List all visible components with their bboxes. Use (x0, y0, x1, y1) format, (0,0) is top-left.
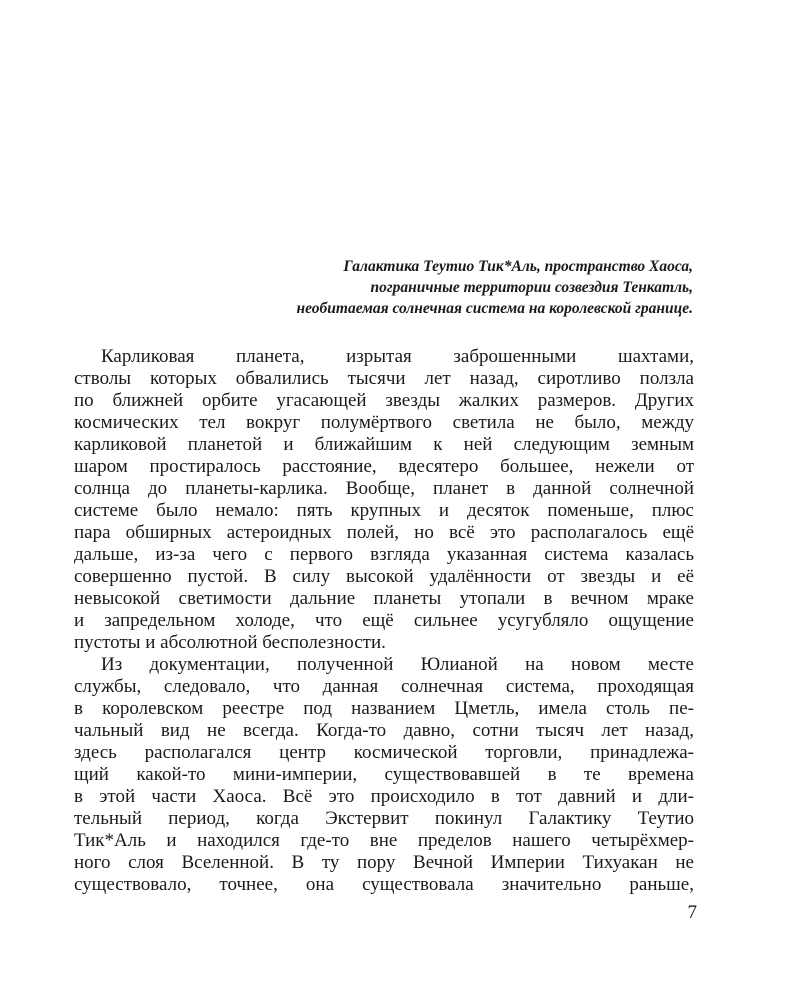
text-line: дальше, из-за чего с первого взгляда указанная система казалась (74, 544, 694, 565)
epigraph-line-2: пограничные территории созвездия Тенкатль, (370, 279, 693, 296)
text-line: тельный период, когда Экстервит покинул Галактику Теутио (74, 808, 694, 829)
text-line: щий какой-то мини-империи, существовавшей в те времена (74, 764, 694, 785)
text-line: стволы которых обвалились тысячи лет назад, сиротливо ползла (74, 368, 694, 389)
text-line: совершенно пустой. В силу высокой удалённости от звезды и её (74, 566, 694, 587)
text-line: ного слоя Вселенной. В ту пору Вечной Империи Тихуакан не (74, 852, 694, 873)
text-line: по ближней орбите угасающей звезды жалких размеров. Других (74, 390, 694, 411)
text-line: в королевском реестре под названием Цметль, имела столь пе- (74, 698, 694, 719)
text-line: пара обширных астероидных полей, но всё это располагалось ещё (74, 522, 694, 543)
text-line: космических тел вокруг полумёртвого светила не было, между (74, 412, 694, 433)
text-line: системе было немало: пять крупных и десяток поменьше, плюс (74, 500, 694, 521)
page-number: 7 (687, 902, 697, 923)
text-line: в этой части Хаоса. Всё это происходило в тот давний и дли- (74, 786, 694, 807)
text-line: карликовой планетой и ближайшим к ней следующим земным (74, 434, 694, 455)
body-text (74, 346, 694, 896)
text-line: службы, следовало, что данная солнечная система, проходящая (74, 676, 694, 697)
text-line: солнца до планеты-карлика. Вообще, планет в данной солнечной (74, 478, 694, 499)
epigraph-line-1: Галактика Теутио Тик*Аль, пространство Хаоса, (343, 258, 693, 275)
text-line: и запредельном холоде, что ещё сильнее усугубляло ощущение (74, 610, 694, 631)
text-line: Тик*Аль и находился где-то вне пределов нашего четырёхмер- (74, 830, 694, 851)
text-line: невысокой светимости дальние планеты утопали в вечном мраке (74, 588, 694, 609)
text-line: существовало, точнее, она существовала значительно раньше, (74, 874, 694, 895)
epigraph-line-3: необитаемая солнечная система на королевской границе. (296, 300, 693, 317)
text-line: шаром простиралось расстояние, вдесятеро большее, нежели от (74, 456, 694, 477)
text-line: чальный вид не всегда. Когда-то давно, сотни тысяч лет назад, (74, 720, 694, 741)
paragraph-2 (74, 654, 694, 896)
epigraph (150, 256, 693, 319)
text-line: здесь располагался центр космической торговли, принадлежа- (74, 742, 694, 763)
text-line: пустоты и абсолютной бесполезности. (74, 632, 386, 653)
text-line: Из документации, полученной Юлианой на новом месте (101, 654, 694, 675)
text-line: Карликовая планета, изрытая заброшенными шахтами, (101, 346, 694, 367)
paragraph-1 (74, 346, 694, 654)
